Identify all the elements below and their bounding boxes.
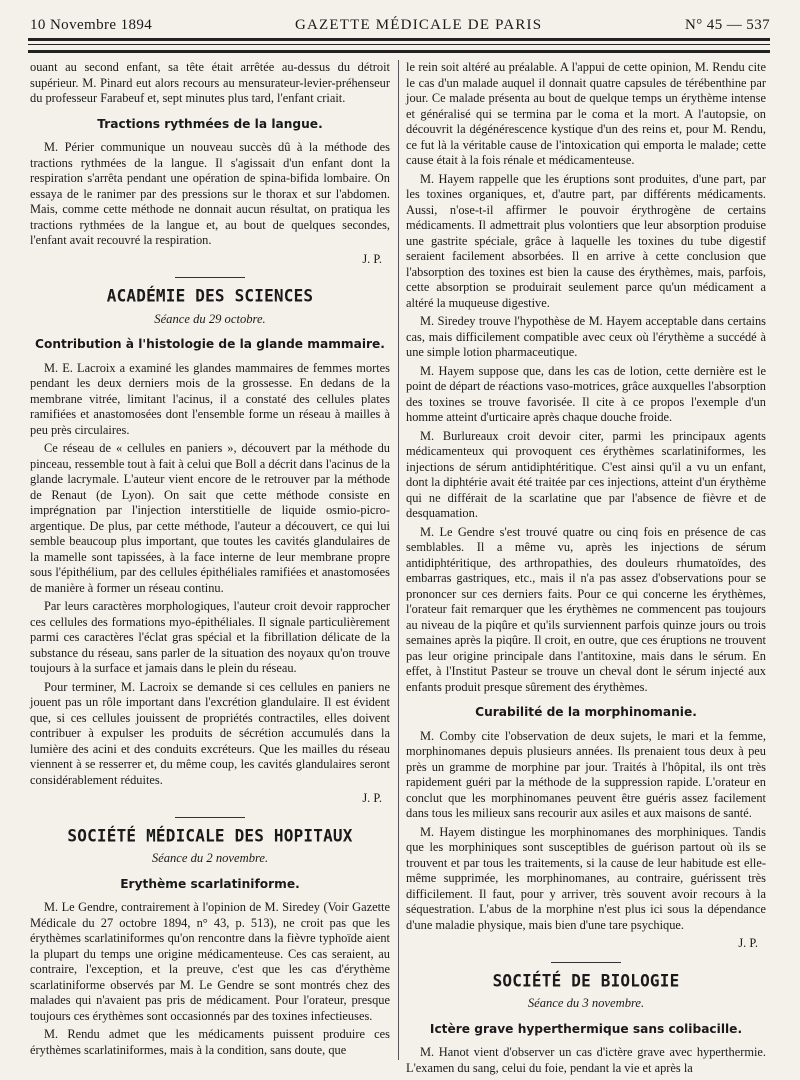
- right-column: [406, 60, 766, 1079]
- subsection-title: Curabilité de la morphinomanie.: [475, 705, 697, 719]
- header-rule-thick: [28, 38, 770, 41]
- author-signature: J. P.: [738, 936, 758, 950]
- paragraph: M. Hanot vient d'observer un cas d'ictère grave avec hyperthermie. L'examen du sang, celui du foie, pendant la vie et après la: [406, 1045, 766, 1075]
- section-separator: [551, 962, 621, 963]
- section-title: SOCIÉTÉ MÉDICALE DES HOPITAUX: [67, 824, 353, 846]
- session-date: Séance du 2 novembre.: [151, 851, 269, 865]
- paragraph: ouant au second enfant, sa tête était arrêtée au-dessus du détroit supérieur. M. Pinard eut alors recours au mensurateur-levier-préhenseur du professeur Farabeuf et, sept minutes plus tard, l'enfant criait.: [30, 60, 390, 105]
- paragraph: M. Siredey trouve l'hypothèse de M. Hayem acceptable dans certains cas, mais difficilement compatible avec ceux où l'érythème a succédé à une simple lotion pharmaceutique.: [406, 314, 766, 359]
- author-signature: J. P.: [362, 251, 382, 266]
- paragraph: le rein soit altéré au préalable. A l'appui de cette opinion, M. Rendu cite le cas d'un malade auquel il donnait quatre capsules de térébenthine par jour. Ce malade présenta au bout de quelque temps un érythème intense et généralisé qui se termina par le coma et la mort. A l'autopsie, on découvrit la dégénérescence kystique d'un des reins et, pour M. Rendu, ce fut là la véritable cause de l'intoxication qui emporta le malade; cette cause était à la fois rénale et médicamenteuse.: [406, 60, 766, 167]
- subsection-title: Contribution à l'histologie de la glande mammaire.: [35, 337, 385, 351]
- paragraph: Par leurs caractères morphologiques, l'auteur croit devoir rapprocher ces cellules des formations myo-épithéliales. Il signale particulièrement parmi ces caractères l'éclat gras spécial et la fibrillation délicate de la substance du réseau, sans parler de la situation des noyaux qu'on trouve toujours à la surface et jamais dans le plein du réseau.: [30, 599, 390, 675]
- paragraph: M. E. Lacroix a examiné les glandes mammaires de femmes mortes pendant les deux derniers mois de la grossesse. En dedans de la membrane vitrée, limitant l'acinus, il a constaté des cellules plates ramifiées et anastomosées dont l'ensemble forme un réseau à mailles à peu près circulaires.: [30, 360, 390, 437]
- left-column: [30, 60, 390, 1061]
- session-date: Séance du 3 novembre.: [527, 996, 645, 1010]
- section-separator: [175, 817, 245, 818]
- header-journal-title: GAZETTE MÉDICALE DE PARIS: [294, 17, 543, 33]
- paragraph: M. Rendu admet que les médicaments puissent produire ces érythèmes scarlatiniformes, mais à la condition, sans doute, que: [30, 1027, 390, 1057]
- paragraph: M. Burlureaux croit devoir citer, parmi les principaux agents médicamenteux qui provoquent ces érythèmes scarlatiniformes, les injections de sérum antidiphtéritique. C'est ainsi qu'il a vu un enfant, dont la diphtérie avait été traitée par ces injections, atteint d'un érythème qui ne différait de la scarlatine que par l'absence de fièvre et de desquamation.: [406, 428, 766, 520]
- header-page-number: N° 45 — 537: [685, 17, 770, 33]
- paragraph: Pour terminer, M. Lacroix se demande si ces cellules en paniers ne jouent pas un rôle important dans l'excrétion glandulaire. Il est évident que, si ces cellules jouissent de propriétés contractiles, elles doivent contribuer à expulser les produits de sécrétion accumulés dans la lumière des acini et des conduits excréteurs. Que les mailles du réseau viennent à se resserrer et, du même coup, les cavités glandulaires seront considérablement réduites.: [30, 679, 390, 787]
- subsection-title: Ictère grave hyperthermique sans colibacille.: [429, 1021, 743, 1036]
- header-date: 10 Novembre 1894: [30, 17, 153, 33]
- subsection-title: Erythème scarlatiniforme.: [120, 876, 300, 891]
- header-rule-thick-lower: [28, 50, 770, 53]
- header-rule-thin: [28, 44, 770, 45]
- paragraph: Ce réseau de « cellules en paniers », découvert par la méthode du pinceau, ressemble tout à fait à celui que Boll a décrit dans l'acinus de la glande lacrymale. L'auteur vient encore de le retrouver par la méthode de Renaut (de Lyon). On sait que cette méthode consiste en imprégnation par l'injection interstitielle de liquide osmio-picro-argentique. De plus, par cette méthode, l'auteur a découvert, ce qui lui semble beaucoup plus important, que toutes les cavités glandulaires de la mamelle sont tapissées, à la face interne de leur membrane propre sous l'épithélium, par des cellules épithéliales ramifiées et anastomosées de manière à former un réseau continu.: [30, 441, 390, 595]
- author-signature: J. P.: [362, 791, 382, 805]
- paragraph: M. Le Gendre s'est trouvé quatre ou cinq fois en présence de cas semblables. Il a même vu, après les injections de sérum antidiphtéritique, des arthropathies, des douleurs rhumatoïdes, des embarras gastriques, etc., mais il n'a pas assez d'observations pour se prononcer sur ces derniers faits. Pour ce qui concerne les érythèmes, l'orateur fait remarquer que les érythèmes ne commencent pas toujours au niveau de la piqûre et qu'ils surviennent parfois quinze jours ou trois semaines après la piqûre. Il croit, en outre, que ces éruptions ne trouvent pas leur origine principale dans l'antitoxine, mais dans le sérum. En effet, à l'Institut Pasteur se trouve un cheval dont le sérum injecté aux enfants produit presque sûrement des érythèmes.: [406, 524, 766, 694]
- section-title: SOCIÉTÉ DE BIOLOGIE: [492, 969, 680, 991]
- paragraph: M. Le Gendre, contrairement à l'opinion de M. Siredey (Voir Gazette Médicale du 27 octobre 1894, n° 43, p. 513), ne croit pas que les érythèmes scarlatiniformes qu'on rencontre dans la fièvre typhoïde aient la plupart du temps une origine médicamenteuse. Ces cas seraient, au contraire, l'exception, et la preuve, c'est que les cas d'érythème scarlatiniforme observés par M. Le Gendre se sont montrés chez des malades qui n'avaient pas pris de médicament. Pour l'orateur, presque toujours ces érythèmes sont occasionnés par des toxines infectieuses.: [30, 900, 390, 1023]
- paragraph: M. Hayem suppose que, dans les cas de lotion, cette dernière est le point de départ de réactions vaso-motrices, grâce auxquelles l'absorption des toxines se trouve favorisée. Il cite à ce propos l'exemple d'un homme atteint d'urticaire après chaque douche froide.: [406, 363, 766, 424]
- paragraph: M. Périer communique un nouveau succès dû à la méthode des tractions rythmées de la langue. Il s'agissait d'un enfant dont la respiration s'arrêta pendant une opération de spina-bifida lombaire. On essaya de le ranimer par des pressions sur le thorax et sur l'abdomen. Mais, comme cette méthode ne donnait aucun résultat, on pratiqua les tractions rythmées de la langue et, au bout de quelques secondes, l'enfant avait recouvré la respiration.: [30, 140, 390, 247]
- column-divider: [398, 60, 399, 1060]
- subsection-title: Tractions rythmées de la langue.: [97, 116, 323, 131]
- section-separator: [175, 277, 245, 278]
- session-date: Séance du 29 octobre.: [154, 311, 266, 326]
- paragraph: M. Comby cite l'observation de deux sujets, le mari et la femme, morphinomanes depuis plusieurs années. Ils prenaient tous deux à peu près un gramme de morphine par jour. Traités à l'hôpital, ils ont très rapidement guéri par la méthode de la suppression rapide. L'orateur en conclut que les morphinomanes peuvent être guéris assez facilement dans tous les milieux sans recourir aux asiles et aux maisons de santé.: [406, 728, 766, 820]
- running-header: [30, 10, 770, 34]
- section-title: ACADÉMIE DES SCIENCES: [106, 285, 314, 306]
- paragraph: M. Hayem distingue les morphinomanes des morphiniques. Tandis que les morphiniques sont susceptibles de guérison partout où ils se trouvent et par tous les traitements, si la cause de leur habitude est elle-même supprimée, les morphinomanes, au contraire, guérissent très difficilement. Il faut, pour y arriver, très souvent avoir recours à la séquestration. L'abus de la morphine n'est plus ici sous la dépendance d'une maladie physique, mais bien d'une tare psychique.: [406, 824, 766, 932]
- paragraph: M. Hayem rappelle que les éruptions sont produites, d'une part, par les toxines organiques, et, d'autre part, par différents médicaments. Aussi, n'ose-t-il affirmer le pouvoir érythrogène de certains médicaments. Il admettrait plus volontiers que leur absorption produise une gastrite spéciale, grâce à laquelle les toxines du tube digestif seraient facilement absorbées. Il en arrive à cette conclusion que l'absorption des toxines est bien la cause des érythèmes, mais, parfois, cette absorption se produirait seulement parce qu'un médicament a altéré la muqueuse digestive.: [406, 171, 766, 310]
